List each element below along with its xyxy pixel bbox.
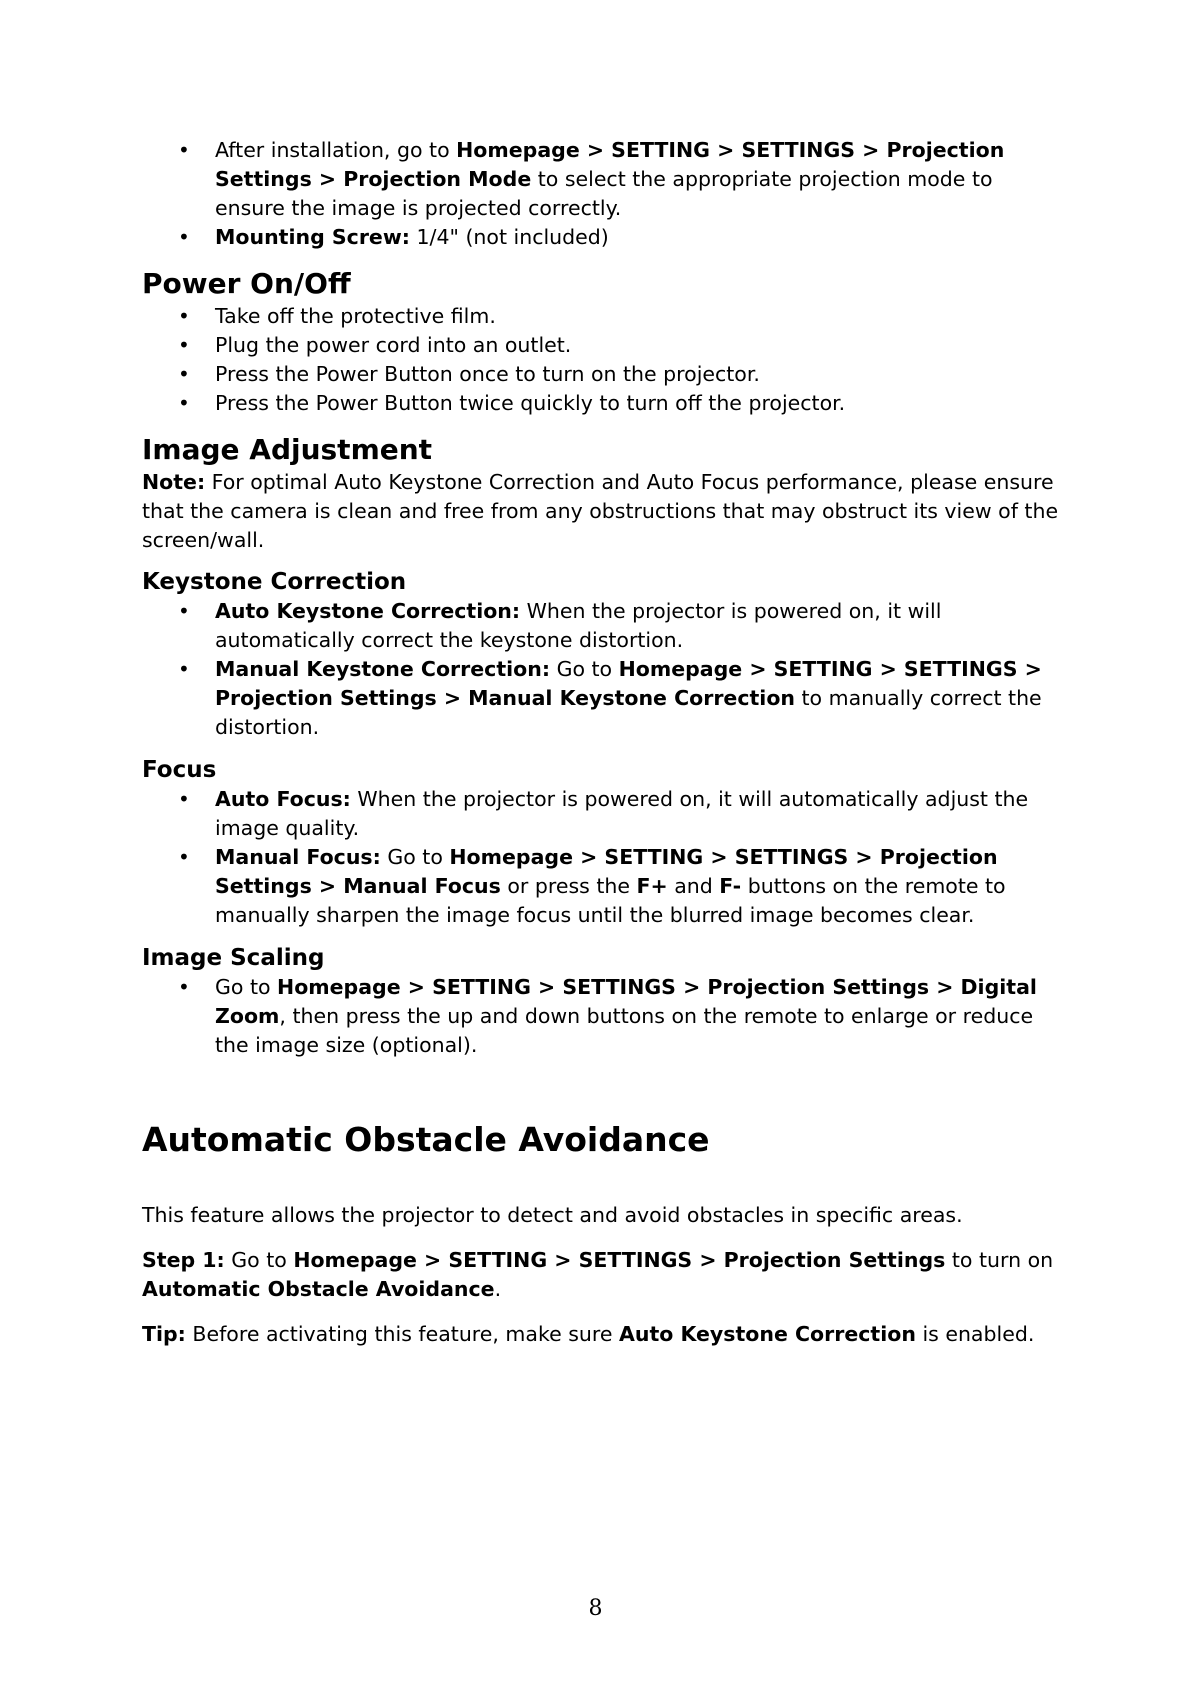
list-item: • Press the Power Button twice quickly to turn off the projector. [142, 389, 1062, 418]
obstacle-tip: Tip: Before activating this feature, make sure Auto Keystone Correction is enabled. [142, 1322, 1035, 1346]
bold-text: Tip: [142, 1322, 186, 1346]
obstacle-step-1: Step 1: Go to Homepage > SETTING > SETTINGS > Projection Settings to turn on Automatic Obstacle Avoidance. [142, 1248, 1054, 1301]
list-item: • Auto Focus: When the projector is powered on, it will automatically adjust the image quality. [142, 785, 1062, 843]
image-adjustment-note: Note: For optimal Auto Keystone Correction and Auto Focus performance, please ensure that the camera is clean and free from any obstructions that may obstruct its view of the screen/wall. [142, 470, 1059, 552]
bold-text: F+ [636, 874, 668, 898]
list-item: • Go to Homepage > SETTING > SETTINGS > Projection Settings > Digital Zoom, then press the up and down buttons on the remote to enlarge or reduce the image size (optional). [142, 973, 1062, 1060]
bold-text: Auto Keystone Correction [619, 1322, 916, 1346]
installation-bullet-list [142, 136, 1062, 252]
list-item: • Auto Keystone Correction: When the projector is powered on, it will automatically correct the keystone distortion. [142, 597, 1062, 655]
bold-text: Auto Keystone Correction: [215, 599, 521, 623]
section-heading-obstacle-avoidance: Automatic Obstacle Avoidance [142, 1120, 710, 1159]
bold-text: Note: [142, 470, 206, 494]
scaling-bullet-list [142, 973, 1062, 1060]
list-item: • After installation, go to Homepage > SETTING > SETTINGS > Projection Settings > Projection Mode to select the appropriate projection mode to ensure the image is projected correctly. [142, 136, 1062, 223]
obstacle-intro-paragraph: This feature allows the projector to detect and avoid obstacles in specific areas. [142, 1203, 963, 1227]
bold-text: Step 1: [142, 1248, 225, 1272]
bold-text: Homepage > SETTING > SETTINGS > Projection Settings [293, 1248, 946, 1272]
bold-text: Homepage > SETTING > SETTINGS > Projection Settings > Manual Focus [215, 845, 998, 898]
bold-text: F- [719, 874, 742, 898]
section-heading-image-adjustment: Image Adjustment [142, 433, 433, 466]
subsection-heading-image-scaling: Image Scaling [142, 945, 325, 971]
bold-text: Homepage > SETTING > SETTINGS > Projection Settings > Manual Keystone Correction [215, 657, 1042, 710]
bold-text: Manual Focus: [215, 845, 381, 869]
list-item: • Mounting Screw: 1/4" (not included) [142, 223, 1062, 252]
section-heading-power: Power On/Off [142, 267, 351, 300]
bold-text: Homepage > SETTING > SETTINGS > Projection Settings > Projection Mode [215, 138, 1005, 191]
bold-text: Homepage > SETTING > SETTINGS > Projection Settings > Digital Zoom [215, 975, 1037, 1028]
list-item: • Manual Focus: Go to Homepage > SETTING > SETTINGS > Projection Settings > Manual Focus or press the F+ and F- buttons on the remote to manually sharpen the image focus until the blurred image becomes clear. [142, 843, 1062, 930]
list-item: • Take off the protective film. [142, 302, 1062, 331]
bold-text: Manual Keystone Correction: [215, 657, 551, 681]
bold-text: Auto Focus: [215, 787, 351, 811]
list-item: • Press the Power Button once to turn on the projector. [142, 360, 1062, 389]
focus-bullet-list [142, 785, 1062, 930]
list-item: • Plug the power cord into an outlet. [142, 331, 1062, 360]
page-content [142, 136, 1062, 1349]
page-number: 8 [588, 1596, 603, 1621]
list-item: • Manual Keystone Correction: Go to Homepage > SETTING > SETTINGS > Projection Settings > Manual Keystone Correction to manually correct the distortion. [142, 655, 1062, 742]
bold-text: Mounting Screw: [215, 225, 410, 249]
keystone-bullet-list [142, 597, 1062, 742]
subsection-heading-focus: Focus [142, 757, 217, 783]
subsection-heading-keystone: Keystone Correction [142, 569, 407, 595]
power-bullet-list [142, 302, 1062, 418]
bold-text: Automatic Obstacle Avoidance [142, 1277, 495, 1301]
